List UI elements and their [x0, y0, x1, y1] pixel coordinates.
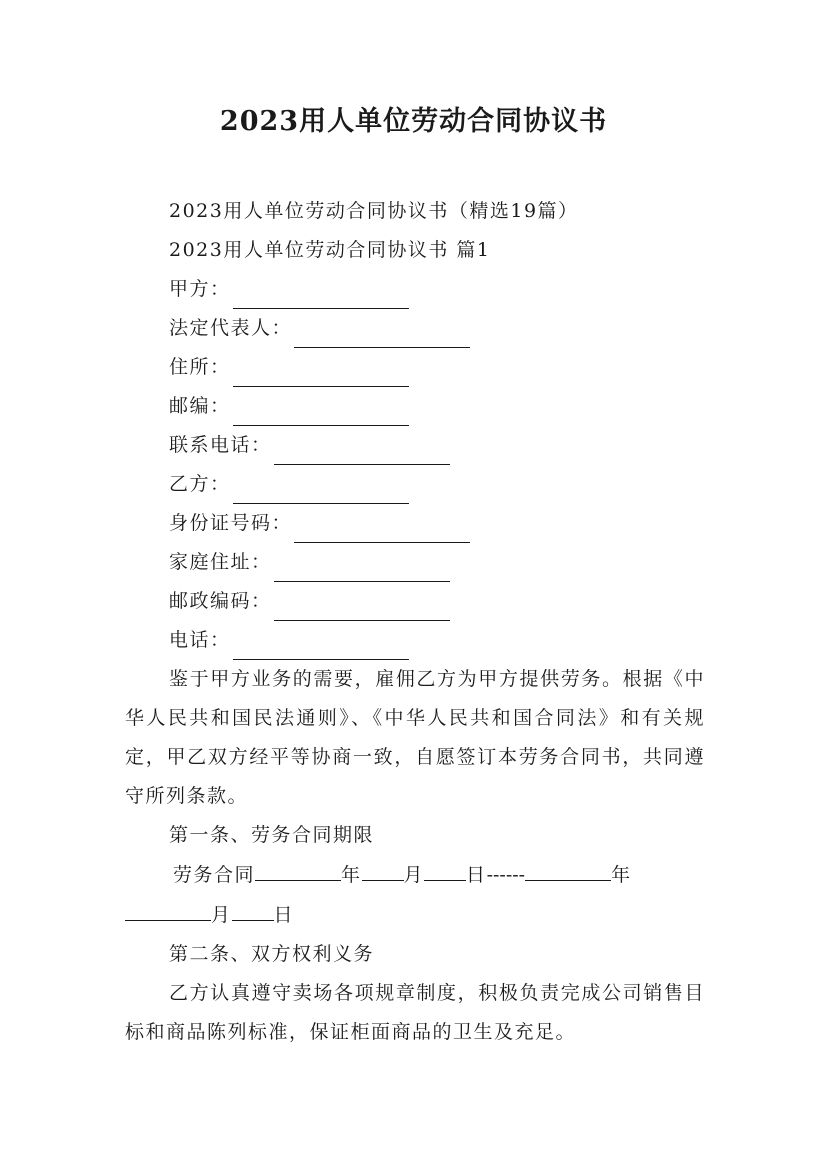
blank-line	[274, 593, 450, 621]
year-label: 年	[341, 864, 362, 886]
field-label: 住所：	[169, 356, 231, 378]
month-label: 月	[211, 904, 232, 926]
blank-line	[274, 554, 450, 582]
year-label: 年	[611, 864, 632, 886]
form-field-postal-code	[125, 582, 705, 621]
day-label: 日	[466, 864, 487, 886]
blank-line	[233, 476, 409, 504]
field-label: 联系电话：	[169, 434, 272, 456]
blank-line	[255, 855, 341, 881]
blank-line	[233, 359, 409, 387]
blank-line	[362, 855, 404, 881]
month-label: 月	[403, 864, 425, 886]
field-label: 电话：	[169, 629, 231, 651]
article-2-heading: 第二条、双方权利义务	[169, 943, 375, 965]
contract-term-line	[125, 855, 705, 895]
blank-line	[232, 895, 274, 921]
form-field-contact-phone	[125, 426, 705, 465]
document-title: 2023用人单位劳动合同协议书	[219, 106, 608, 137]
field-label: 甲方：	[169, 278, 231, 300]
form-field-phone	[125, 621, 705, 660]
document-body	[125, 192, 705, 1052]
field-label: 邮政编码：	[169, 590, 272, 612]
form-field-legal-representative	[125, 309, 705, 348]
blank-line	[233, 398, 409, 426]
article-1-heading: 第一条、劳务合同期限	[169, 824, 375, 846]
blank-line	[294, 515, 470, 543]
intro-paragraph: 鉴于甲方业务的需要，雇佣乙方为甲方提供劳务。根据《中华人民共和国民法通则》、《中华人民共和国合同法》和有关规定，甲乙双方经平等协商一致，自愿签订本劳务合同书，共同遵守所列条款。	[125, 668, 705, 807]
contract-term-line-continued	[125, 895, 705, 935]
blank-line	[525, 855, 611, 881]
section-heading: 2023用人单位劳动合同协议书 篇1	[169, 239, 491, 261]
document-subtitle: 2023用人单位劳动合同协议书（精选19篇）	[169, 200, 579, 222]
blank-line	[233, 632, 409, 660]
form-field-party-a	[125, 270, 705, 309]
date-range-dashes: ------	[486, 864, 526, 886]
term-prefix: 劳务合同	[173, 864, 256, 886]
form-field-address	[125, 348, 705, 387]
field-label: 身份证号码：	[169, 512, 293, 534]
field-label: 邮编：	[169, 395, 231, 417]
field-label: 家庭住址：	[169, 551, 272, 573]
blank-line	[233, 281, 409, 309]
blank-line	[125, 895, 211, 921]
form-field-home-address	[125, 543, 705, 582]
blank-line	[274, 437, 450, 465]
blank-line	[294, 320, 470, 348]
form-field-party-b	[125, 465, 705, 504]
form-field-postcode	[125, 387, 705, 426]
form-field-id-number	[125, 504, 705, 543]
field-label: 法定代表人：	[169, 317, 293, 339]
day-label: 日	[273, 904, 295, 926]
field-label: 乙方：	[169, 473, 231, 495]
article-2-paragraph: 乙方认真遵守卖场各项规章制度，积极负责完成公司销售目标和商品陈列标准，保证柜面商品的卫生及充足。	[125, 982, 705, 1043]
blank-line	[424, 855, 466, 881]
